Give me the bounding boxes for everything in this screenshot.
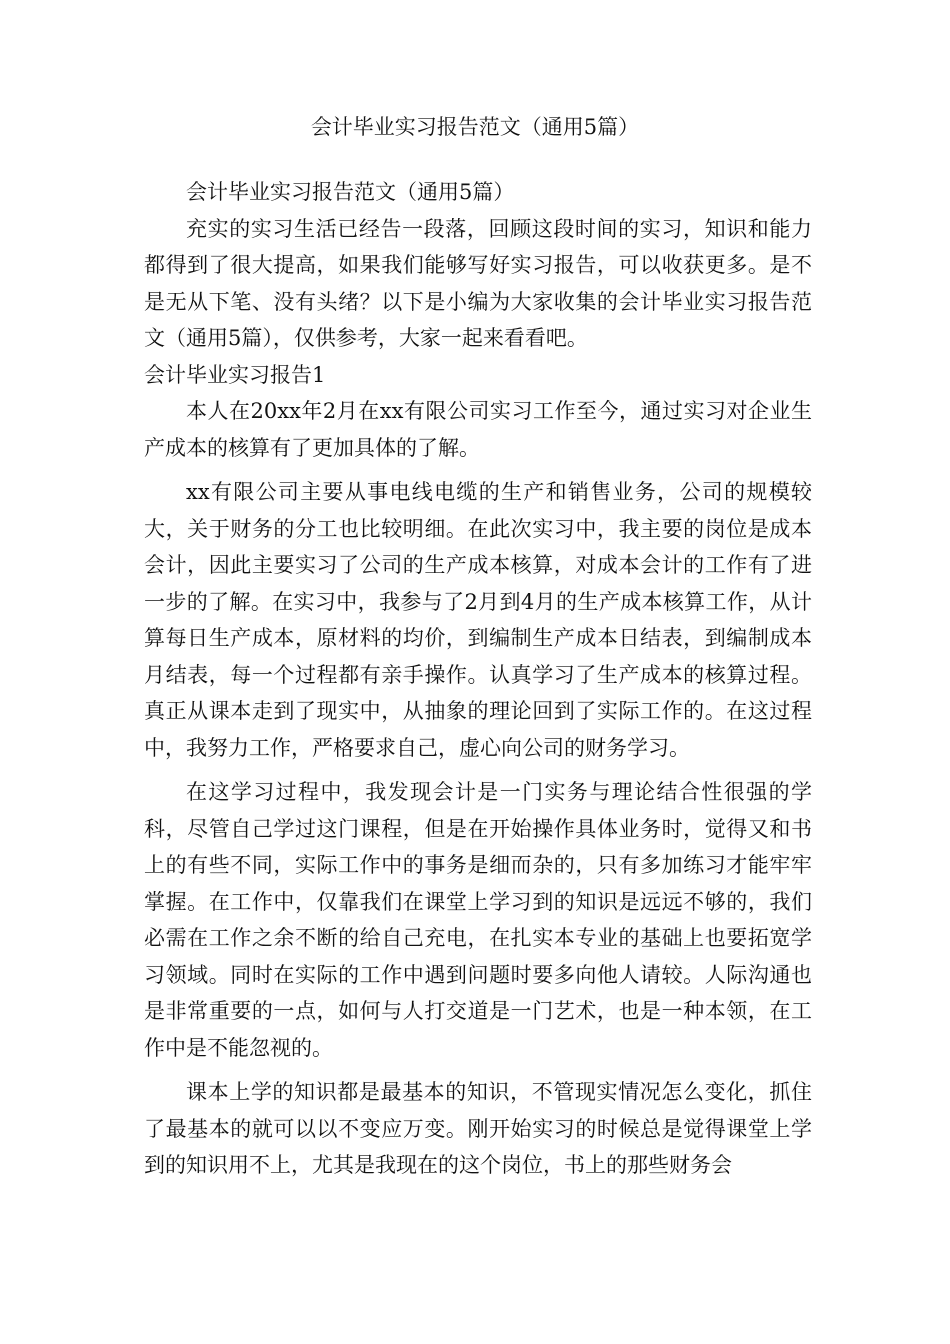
document-body — [144, 174, 812, 1184]
intro-paragraph: 充实的实习生活已经告一段落，回顾这段时间的实习，知识和能力都得到了很大提高，如果我们能够写好实习报告，可以收获更多。是不是无从下笔、没有头绪？以下是小编为大家收集的会计毕业实习报告范文（通用5篇），仅供参考，大家一起来看看吧。 — [144, 216, 812, 350]
section-heading: 会计毕业实习报告1 — [144, 362, 326, 387]
document-title: 会计毕业实习报告范文（通用5篇） — [310, 115, 640, 139]
body-paragraph: xx有限公司主要从事电线电缆的生产和销售业务，公司的规模较大，关于财务的分工也比较明细。在此次实习中，我主要的岗位是成本会计，因此主要实习了公司的生产成本核算，对成本会计的工作有了进一步的了解。在实习中，我参与了2月到4月的生产成本核算工作，从计算每日生产成本，原材料的均价，到编制生产成本日结表，到编制成本月结表，每一个过程都有亲手操作。认真学习了生产成本的核算过程。真正从课本走到了现实中，从抽象的理论回到了实际工作的。在这过程中，我努力工作，严格要求自己，虚心向公司的财务学习。 — [144, 480, 812, 760]
body-paragraph: 课本上学的知识都是最基本的知识，不管现实情况怎么变化，抓住了最基本的就可以以不变应万变。刚开始实习的时候总是觉得课堂上学到的知识用不上，尤其是我现在的这个岗位，书上的那些财务会 — [144, 1080, 812, 1177]
body-paragraph: 本人在20xx年2月在xx有限公司实习工作至今，通过实习对企业生产成本的核算有了更加具体的了解。 — [144, 399, 812, 460]
body-paragraph: 在这学习过程中，我发现会计是一门实务与理论结合性很强的学科，尽管自己学过这门课程，但是在开始操作具体业务时，觉得又和书上的有些不同，实际工作中的事务是细而杂的，只有多加练习才能牢牢掌握。在工作中，仅靠我们在课堂上学习到的知识是远远不够的，我们必需在工作之余不断的给自己充电，在扎实本专业的基础上也要拓宽学习领域。同时在实际的工作中遇到问题时要多向他人请较。人际沟通也是非常重要的一点，如何与人打交道是一门艺术，也是一种本领，在工作中是不能忽视的。 — [144, 780, 812, 1060]
document-subtitle: 会计毕业实习报告范文（通用5篇） — [186, 180, 515, 204]
